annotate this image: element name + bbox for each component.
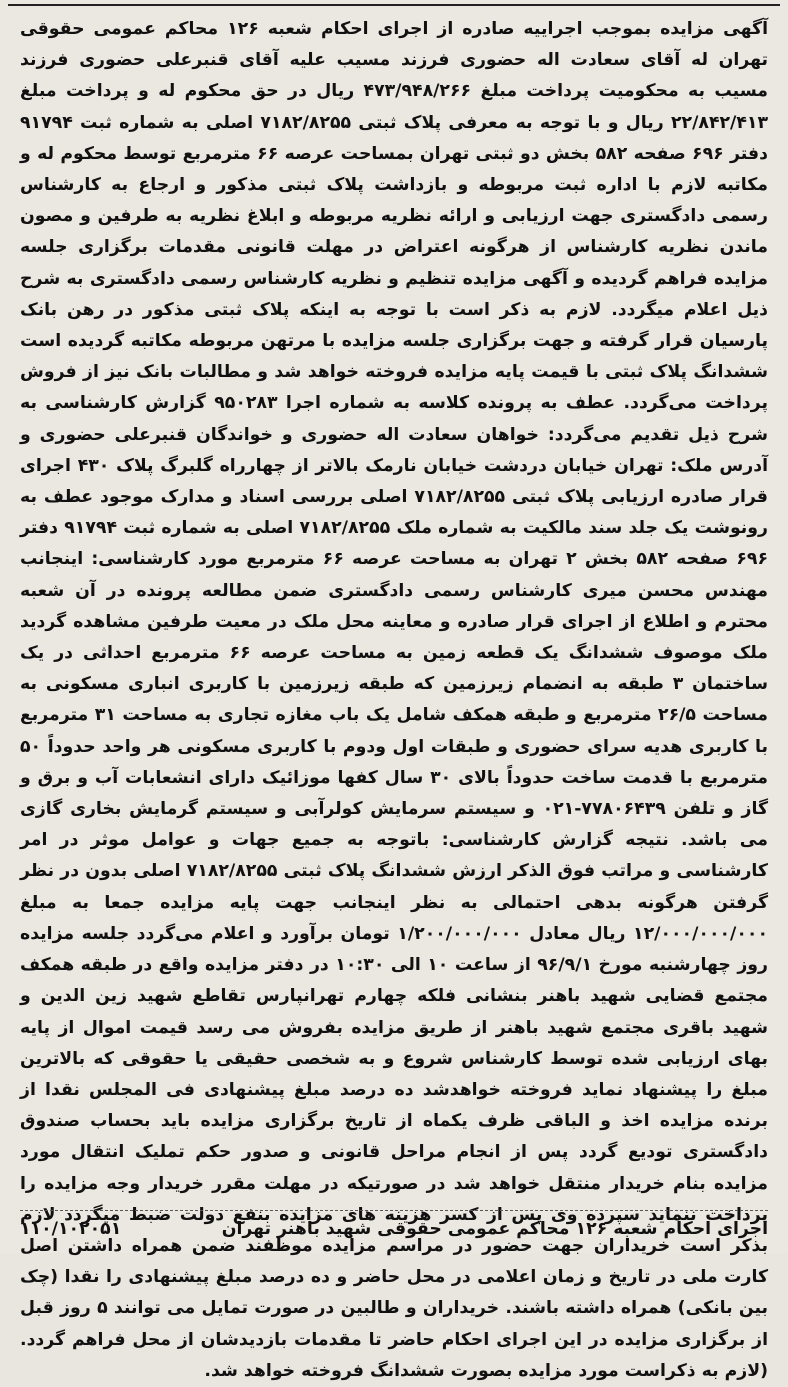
issuer-signature: اجرای احکام شعبه ۱۲۶ محاکم عمومی حقوقی شهید باهنر تهران	[221, 1219, 768, 1239]
top-border-rule	[8, 4, 780, 6]
notice-footer	[20, 1210, 768, 1239]
reference-number: ۱۱۰/۱۰۲۰۵۱	[20, 1219, 122, 1239]
auction-notice	[20, 14, 768, 1387]
notice-body-text: آگهی مزایده بموجب اجراییه صادره از اجرای احکام شعبه ۱۲۶ محاکم عمومی حقوقی تهران له آقای سعادت اله حضوری فرزند مسیب علیه آقای قنبرعلی حضوری فرزند مسیب به محکومیت پرداخت مبلغ ۴۷۳/۹۴۸/۲۶۶ ریال در حق محکوم له و پرداخت مبلغ ۲۲/۸۴۲/۴۱۳ ریال و با توجه به معرفی پلاک ثبتی ۷۱۸۲/۸۲۵۵ اصلی به شماره ثبت ۹۱۷۹۴ دفتر ۶۹۶ صفحه ۵۸۲ بخش دو ثبتی تهران بمساحت عرصه ۶۶ مترمربع توسط محکوم له و مکاتبه لازم با اداره ثبت مربوطه و بازداشت پلاک ثبتی مذکور و ارجاع به کارشناس رسمی دادگستری جهت ارزیابی و ارائه نظریه مربوطه و ابلاغ نظریه به طرفین و مصون ماندن نظریه کارشناس از هرگونه اعتراض در مهلت قانونی مقدمات برگزاری جلسه مزایده فراهم گردیده و آگهی مزایده تنظیم و نظریه کارشناس رسمی دادگستری به شرح ذیل اعلام میگردد. لازم به ذکر است با توجه به اینکه پلاک ثبتی مذکور در رهن بانک پارسیان قرار گرفته و جهت برگزاری جلسه مزایده با مرتهن مربوطه مکاتبه گردیده است ششدانگ پلاک ثبتی با قیمت پایه مزایده فروخته خواهد شد و مطالبات بانک نیز از فروش پرداخت می‌گردد. عطف به پرونده کلاسه به شماره اجرا ۹۵۰۲۸۳ گزارش کارشناسی به شرح ذیل تقدیم می‌گردد: خواهان سعادت اله حضوری و خواندگان قنبرعلی حضوری و آدرس ملک: تهران خیابان دردشت خیابان نارمک بالاتر از چهارراه گلبرگ پلاک ۴۳۰ اجرای قرار صادره ارزیابی پلاک ثبتی ۷۱۸۲/۸۲۵۵ اصلی بررسی اسناد و مدارک موجود عطف به رونوشت یک جلد سند مالکیت به شماره ملک ۷۱۸۲/۸۲۵۵ اصلی به شماره ثبت ۹۱۷۹۴ دفتر ۶۹۶ صفحه ۵۸۲ بخش ۲ تهران به مساحت عرصه ۶۶ مترمربع مورد کارشناسی: اینجانب مهندس محسن میری کارشناس رسمی دادگستری ضمن مطالعه پرونده در آن شعبه محترم و اطلاع از اجرای قرار صادره و معاینه محل ملک در معیت طرفین مشاهده گردید ملک موصوف ششدانگ یک قطعه زمین به مساحت عرصه ۶۶ مترمربع احداثی در یک ساختمان ۳ طبقه به انضمام زیرزمین که طبقه زیرزمین با کاربری انباری مسکونی به مساحت ۲۶/۵ مترمربع و طبقه همکف شامل یک باب مغازه تجاری به مساحت ۳۱ مترمربع با کاربری هدیه سرای حضوری و طبقات اول ودوم با کاربری مسکونی هر واحد حدوداً ۵۰ مترمربع با قدمت ساخت حدوداً بالای ۳۰ سال کفها موزائیک دارای انشعابات آب و برق و گاز و تلفن ۷۷۸۰۶۴۳۹-۰۲۱ و سیستم سرمایش کولرآبی و سیستم گرمایش بخاری گازی می باشد. نتیجه گزارش کارشناسی: باتوجه به جمیع جهات و عوامل موثر در امر کارشناسی و مراتب فوق الذکر ارزش ششدانگ پلاک ثبتی ۷۱۸۲/۸۲۵۵ اصلی بدون در نظر گرفتن هرگونه بدهی احتمالی به نظر اینجانب جهت پایه مزایده جمعا به مبلغ ۱۲/۰۰۰/۰۰۰/۰۰۰ ریال معادل ۱/۲۰۰/۰۰۰/۰۰۰ تومان برآورد و اعلام می‌گردد جلسه مزایده روز چهارشنبه مورخ ۹۶/۹/۱ از ساعت ۱۰ الی ۱۰:۳۰ در دفتر مزایده واقع در طبقه همکف مجتمع قضایی شهید باهنر بنشانی فلکه چهارم تهرانپارس تقاطع شهید زین الدین و شهید باقری مجتمع شهید باهنر از طریق مزایده بفروش می رسد قیمت اموال از پایه بهای ارزیابی شده توسط کارشناس شروع و به شخصی حقیقی یا حقوقی که بالاترین مبلغ را پیشنهاد نماید فروخته خواهدشد ده درصد مبلغ پیشنهادی فی المجلس نقدا از برنده مزایده اخذ و الباقی ظرف یکماه از تاریخ برگزاری مزایده باید بحساب صندوق دادگستری تودیع گردد پس از انجام مراحل قانونی و صدور حکم تملیک انتقال مورد مزایده بنام خریدار منتقل خواهد شد در صورتیکه در مهلت مقرر خریدار وجه مزایده را پرداخت ننماید سپرده وی پس از کسر هزینه های مزایده بنفع دولت ضبط میگردد لازم بذکر است خریداران جهت حضور در مراسم مزایده موظفند ضمن همراه داشتن اصل کارت ملی در تاریخ و زمان اعلامی در محل حاضر و ده درصد مبلغ پیشنهادی را نقدا (چک بین بانکی) همراه داشته باشند. خریداران و طالبین در صورت تمایل می توانند ۵ روز قبل از برگزاری مزایده در این اجرای احکام حاضر تا مقدمات بازدیدشان از محل فراهم گردد. (لازم به ذکراست مورد مزایده بصورت ششدانگ فروخته خواهد شد.	[20, 19, 769, 1381]
